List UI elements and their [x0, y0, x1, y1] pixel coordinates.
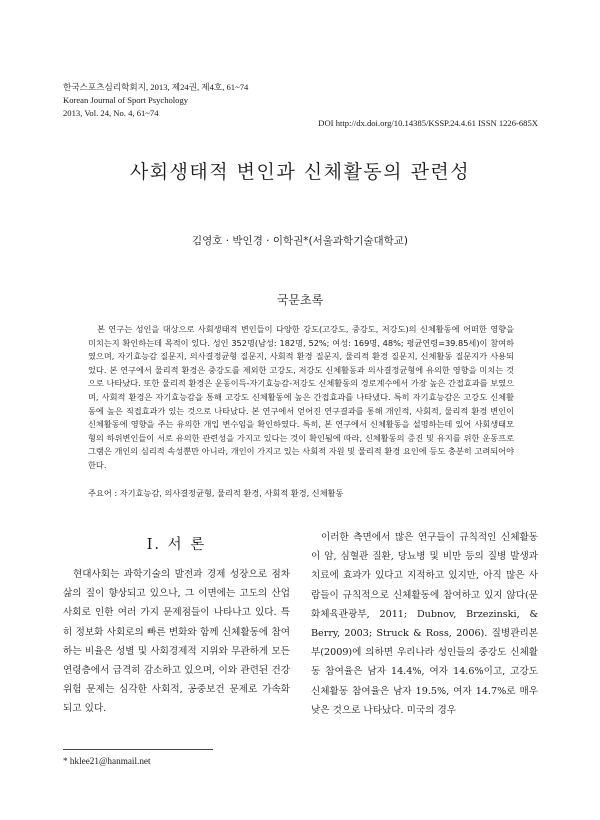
doi-issn: DOI http://dx.doi.org/10.14385/KSSP.24.4.61 ISSN 1226-685X: [318, 118, 538, 128]
footnote-divider: [63, 749, 213, 750]
authors: 김영호 · 박인경 · 이학권*(서울과학기술대학교): [191, 235, 409, 247]
journal-header-volume: 2013, Vol. 24, No. 4, 61~74: [63, 108, 159, 118]
footnote-email: * hklee21@hanmail.net: [63, 756, 151, 766]
intro-paragraph: 현대사회는 과학기술의 발전과 경제 성장으로 점차 삶의 질이 향상되고 있으나, 그 이면에는 고도의 산업 사회로 인한 여러 가지 문제점들이 나타나고 있다. 특히 정보화 사회로의 빠른 변화와 함께 신체활동에 참여하는 비율은 성별 및 사회경제적 지위와 무관하게 모든 연령층에서 급격히 감소하고 있으며, 이와 관련된 건강위험 문제는 심각한 사회적, 공중보건 문제로 가속화 되고 있다.: [63, 569, 290, 715]
keywords: 주요어 : 자기효능감, 의사결정균형, 물리적 환경, 사회적 환경, 신체활동: [88, 488, 344, 498]
section-title-introduction: I. 서 론: [146, 537, 207, 553]
paper-title: 사회생태적 변인과 신체활동의 관련성: [129, 161, 471, 183]
abstract-heading: 국문초록: [276, 293, 324, 307]
abstract-text: 본 연구는 성인을 대상으로 사회생태적 변인들이 다양한 강도(고강도, 중강도, 저강도)의 신체활동에 어떠한 영향을 미치는지 확인하는데 목적이 있다. 성인 352명(남성: 182명, 52%; 여성: 169명, 48%; 평균연령=39.85세)이 참여하였으며, 자기효능감 질문지, 의사결정균형 질문지, 사회적 환경 질문지, 물리적 환경 질문지, 신체활동 질문지가 사용되었다. 본 연구에서 물리적 환경은 중강도를 제외한 고강도, 저강도 신체활동과 의사결정균형에 유의한 영향을 미치는 것으로 나타났다. 또한 물리적 환경은 운동이득-자기효능감-저강도 신체활동의 경로계수에서 가장 높은 간접효과를 보였으며, 사회적 환경은 자기효능감을 통해 고강도 신체활동에 높은 간접효과를 나타냈다. 특히 자기효능감은 고강도 신체활동에 높은 직접효과가 있는 것으로 나타났다. 본 연구에서 얻어진 연구결과를 통해 개인적, 사회적, 물리적 환경 변인이 신체활동에 영향을 주는 유의한 개입 변수임을 확인하였다. 특히, 본 연구에서 신체활동을 설명하는데 있어 사회생태모형의 하위변인들이 서로 유의한 관련성을 가지고 있다는 것이 확인됨에 따라, 신체활동의 증진 및 유지를 위한 운동프로그램은 개인의 심리적 속성뿐만 아니라, 개인이 가지고 있는 사회적 자원 및 물리적 환경 요인에 등도 충분히 고려되어야 한다.: [88, 324, 514, 470]
left-column: [63, 528, 290, 719]
right-column-paragraph: 이러한 측면에서 많은 연구들이 규칙적인 신체활동이 암, 심혈관 질환, 당뇨병 및 비만 등의 질병 발생과 치료에 효과가 있다고 지적하고 있지만, 아직 많은 사람들이 규칙적으로 신체활동에 참여하고 있지 않다(문화체육관광부, 2011; Dubnov, Brzezinski, & Berry, 2003; Struck & Ross, 2006). 질병관리본부(2009)에 의하면 우리나라 성인들의 중강도 신체활동 참여율은 남자 14.4%, 여자 14.6%이고, 고강도 신체활동 참여율은 남자 19.5%, 여자 14.7%로 매우 낮은 것으로 나타났다. 미국의 경우: [311, 532, 538, 716]
journal-header-korean: 한국스포츠심리학회지, 2013, 제24권, 제4호, 61~74: [63, 82, 249, 92]
right-column: [311, 528, 538, 720]
journal-header-english: Korean Journal of Sport Psychology: [63, 95, 189, 105]
abstract: [88, 323, 514, 473]
